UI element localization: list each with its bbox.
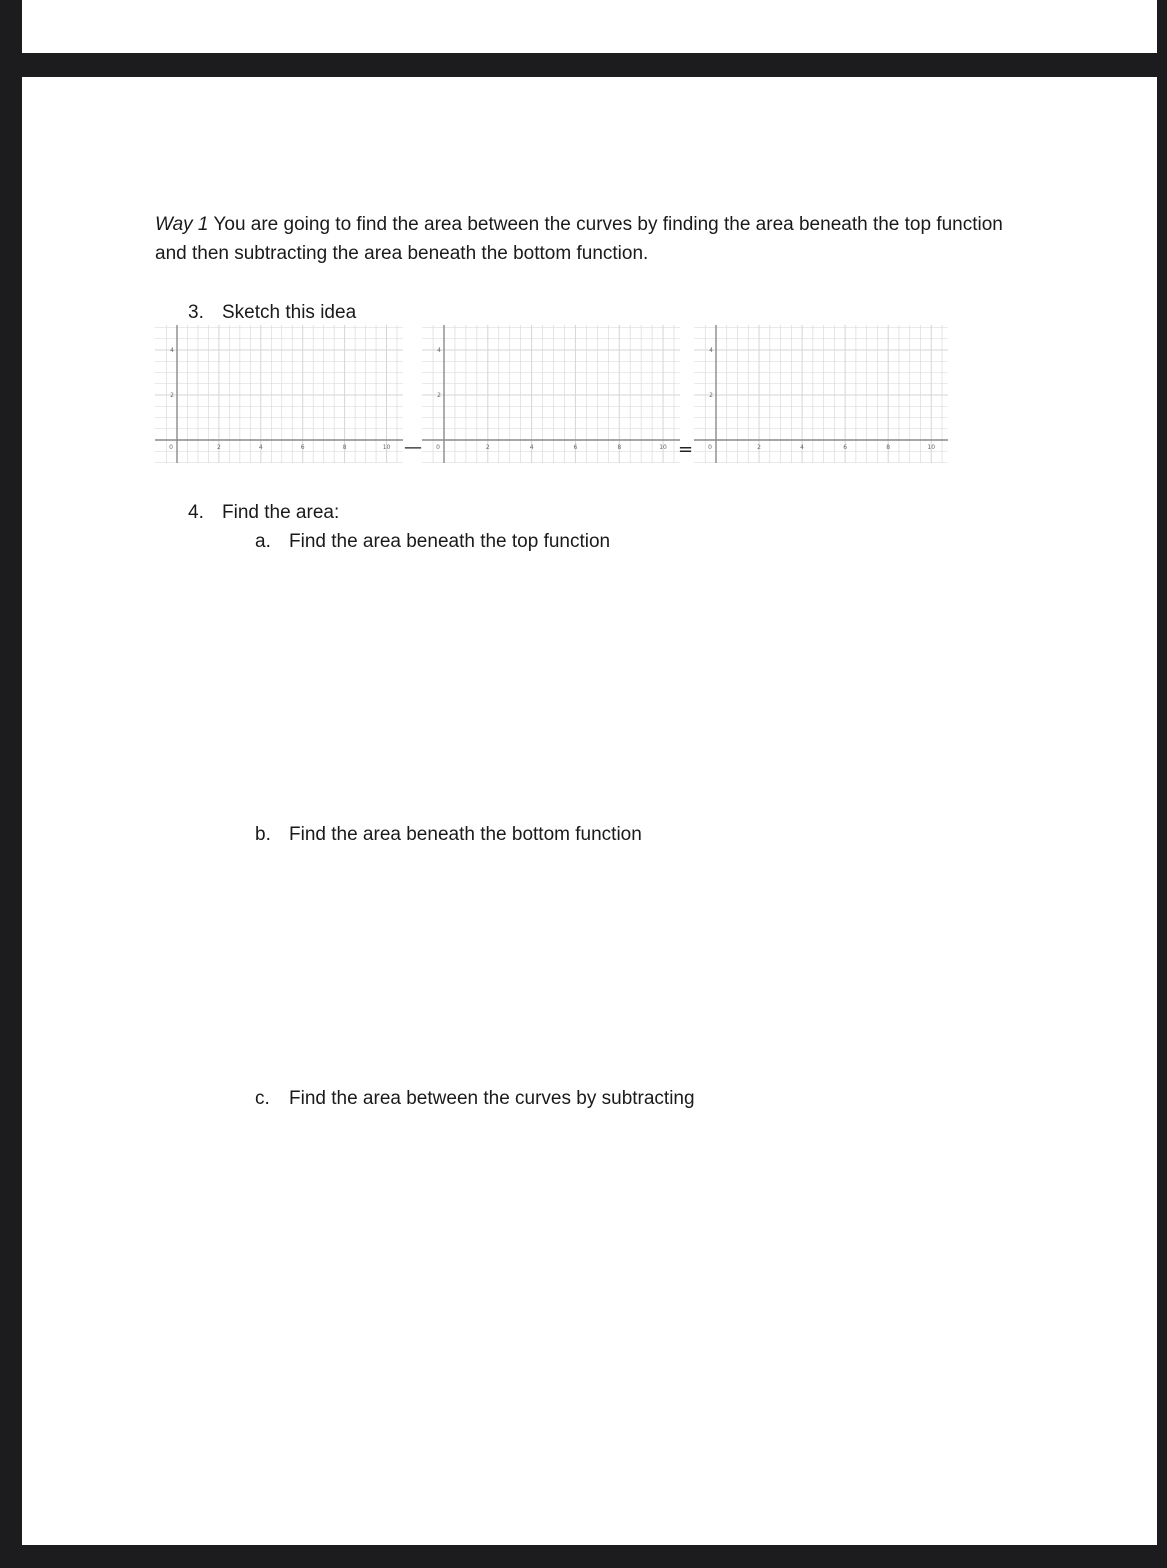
intro-paragraph <box>155 210 1035 268</box>
graph-grid-2 <box>422 325 680 463</box>
way-label: Way 1 <box>155 214 209 235</box>
y-tick-label: 2 <box>437 392 441 399</box>
question-3 <box>188 301 356 325</box>
x-tick-label: 8 <box>617 444 622 451</box>
x-tick-label: 4 <box>800 444 805 451</box>
question-4a <box>255 530 610 554</box>
y-tick-label: 4 <box>437 347 441 354</box>
x-tick-label: 10 <box>659 444 667 451</box>
y-tick-label: 4 <box>709 347 713 354</box>
part-b-letter: b. <box>255 824 271 845</box>
y-tick-label: 2 <box>709 392 713 399</box>
x-tick-label: 4 <box>529 444 534 451</box>
intro-text: You are going to find the area between the curves by finding the area beneath the top function and then subtracting the area beneath the bottom function. <box>155 214 1003 264</box>
previous-page-fragment <box>22 0 1157 53</box>
x-tick-label: 0 <box>436 444 440 451</box>
x-tick-label: 10 <box>382 444 391 451</box>
x-tick-label: 6 <box>300 444 305 451</box>
x-tick-label: 8 <box>342 444 347 451</box>
part-a-letter: a. <box>255 531 271 552</box>
question-4-number: 4. <box>188 502 204 523</box>
graph-bottom-function[interactable] <box>422 325 680 463</box>
y-tick-label: 4 <box>170 347 174 354</box>
question-4b <box>255 823 642 847</box>
graph-top-function[interactable] <box>155 325 403 463</box>
x-tick-label: 0 <box>708 444 712 451</box>
x-tick-label: 6 <box>573 444 578 451</box>
graph-grid-3 <box>694 325 948 463</box>
question-4 <box>188 501 339 525</box>
question-4c <box>255 1087 695 1111</box>
x-tick-label: 4 <box>258 444 263 451</box>
minus-sign: — <box>404 437 422 458</box>
x-tick-label: 0 <box>169 444 173 451</box>
x-tick-label: 6 <box>843 444 848 451</box>
x-tick-label: 2 <box>216 444 221 451</box>
graph-grid-1 <box>155 325 403 463</box>
equals-sign: = <box>678 439 694 460</box>
x-tick-label: 8 <box>886 444 891 451</box>
y-tick-label: 2 <box>170 392 174 399</box>
part-a-text: Find the area beneath the top function <box>289 531 611 552</box>
question-3-text: Sketch this idea <box>222 302 357 323</box>
question-3-number: 3. <box>188 302 204 323</box>
part-c-letter: c. <box>255 1088 270 1109</box>
part-c-text: Find the area between the curves by subtracting <box>289 1088 695 1109</box>
worksheet-page <box>22 77 1157 1545</box>
x-tick-label: 10 <box>927 444 936 451</box>
question-4-text: Find the area: <box>222 502 340 523</box>
graph-area-between[interactable] <box>694 325 948 463</box>
part-b-text: Find the area beneath the bottom function <box>289 824 642 845</box>
x-tick-label: 2 <box>485 444 490 451</box>
x-tick-label: 2 <box>757 444 761 451</box>
